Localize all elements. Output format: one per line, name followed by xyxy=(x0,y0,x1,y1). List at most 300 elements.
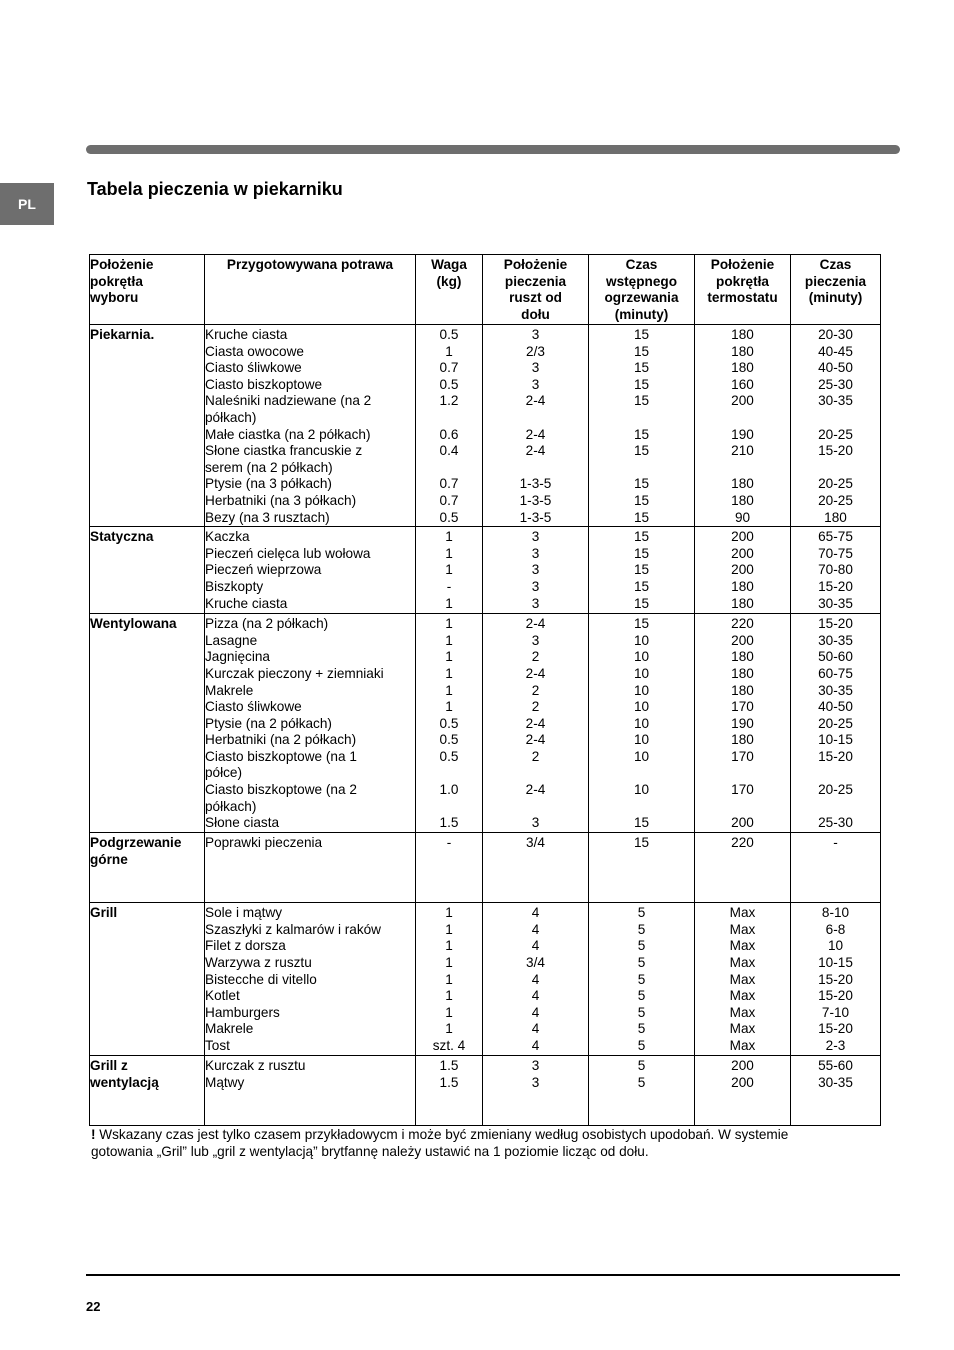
shelf-cell xyxy=(483,614,589,833)
cook-time-cell xyxy=(791,527,881,614)
thermostat-cell xyxy=(695,1056,791,1126)
language-tab: PL xyxy=(0,183,54,225)
shelf-value: 2-4 xyxy=(525,665,546,681)
shelf-value: 3 xyxy=(531,545,540,561)
thermostat-value: 200 xyxy=(731,529,754,545)
shelf-value: 2 xyxy=(531,748,540,764)
cook-time-value: 15-20 xyxy=(818,988,853,1004)
cook-time-value: 8-10 xyxy=(821,905,850,921)
mode-cell xyxy=(90,833,205,903)
food-name: Małe ciastka (na 2 półkach) xyxy=(205,426,371,442)
shelf-cell xyxy=(483,1056,589,1126)
thermostat-value: 200 xyxy=(731,632,754,648)
weight-value: szt. 4 xyxy=(432,1037,466,1053)
weight-value: 0.7 xyxy=(439,360,459,376)
preheat-value: 5 xyxy=(637,1004,646,1020)
cook-time-value: 40-50 xyxy=(818,360,853,376)
preheat-value: 15 xyxy=(633,815,650,831)
weight-value: 1.0 xyxy=(439,782,459,798)
shelf-value: 2-4 xyxy=(525,782,546,798)
weight-value: 1 xyxy=(445,545,453,561)
thermostat-cell xyxy=(695,614,791,833)
cook-time-value: 20-30 xyxy=(818,327,853,342)
cook-time-cell xyxy=(791,325,881,527)
food-name: Makrele xyxy=(205,682,254,698)
header-mode: Położenie pokrętła wyboru xyxy=(90,255,205,325)
preheat-value: 15 xyxy=(633,529,650,545)
header-weight: Waga (kg) xyxy=(416,255,483,325)
shelf-value: 2-4 xyxy=(525,732,546,748)
shelf-value: 3 xyxy=(531,815,540,831)
shelf-value: 2-4 xyxy=(525,443,546,459)
food-name: serem (na 2 półkach) xyxy=(205,459,333,475)
bottom-rule xyxy=(86,1274,900,1276)
cook-time-value: 20-25 xyxy=(818,492,853,508)
preheat-value: 5 xyxy=(637,1021,646,1037)
cook-time-value: 7-10 xyxy=(821,1004,850,1020)
thermostat-value: 220 xyxy=(731,835,754,851)
food-name: Ciasto biszkoptowe (na 2 xyxy=(205,782,357,798)
shelf-value: 1-3-5 xyxy=(519,509,552,525)
shelf-value: 2-4 xyxy=(525,426,546,442)
mode-label: Piekarnia. xyxy=(90,327,155,342)
weight-value: 1 xyxy=(445,1021,453,1037)
shelf-cell xyxy=(483,325,589,527)
thermostat-value: 180 xyxy=(731,492,754,508)
shelf-value: 3 xyxy=(531,360,540,376)
weight-value: 1.5 xyxy=(439,1058,459,1074)
food-name: Pieczeń cielęca lub wołowa xyxy=(205,545,371,561)
cook-time-value: 10-15 xyxy=(818,954,853,970)
food-name: Hamburgers xyxy=(205,1004,280,1020)
thermostat-value: 180 xyxy=(731,343,754,359)
shelf-value: 1-3-5 xyxy=(519,476,552,492)
note-text: Wskazany czas jest tylko czasem przykładowycm i może być zmieniany według osobistych upodobań. W systemie gotowania „Gril” lub „gril z wentylacją” brytfannę należy ustawić na 1 poziomie licząc od dołu. xyxy=(91,1127,789,1159)
preheat-value: 15 xyxy=(633,360,650,376)
thermostat-value: 180 xyxy=(731,595,754,611)
food-name: Ciasto biszkoptowe xyxy=(205,376,323,392)
weight-value: 0.5 xyxy=(439,327,459,342)
mode-cell xyxy=(90,1056,205,1126)
thermostat-value: 190 xyxy=(731,426,754,442)
food-name: półkach) xyxy=(205,798,257,814)
cook-time-value: 40-50 xyxy=(818,699,853,715)
food-name: Makrele xyxy=(205,1021,254,1037)
weight-value: 1 xyxy=(445,905,453,921)
thermostat-value: 170 xyxy=(731,748,754,764)
cook-time-value: 65-75 xyxy=(818,529,853,545)
cook-time-value: - xyxy=(833,835,838,851)
mode-cell xyxy=(90,903,205,1056)
shelf-value: 2 xyxy=(531,682,540,698)
thermostat-value: Max xyxy=(729,905,756,921)
thermostat-value: 190 xyxy=(731,715,754,731)
weight-value: 1 xyxy=(445,649,453,665)
weight-value: 1 xyxy=(445,699,453,715)
thermostat-value: Max xyxy=(729,954,756,970)
weight-value: 1.5 xyxy=(439,815,459,831)
food-cell xyxy=(205,1056,416,1126)
food-name: Bistecche di vitello xyxy=(205,971,317,987)
weight-value: 1 xyxy=(445,562,453,578)
preheat-value: 15 xyxy=(633,578,650,594)
mode-cell xyxy=(90,325,205,527)
food-cell xyxy=(205,325,416,527)
shelf-value: 3 xyxy=(531,376,540,392)
preheat-value: 15 xyxy=(633,343,650,359)
baking-table xyxy=(89,254,881,1126)
food-name: półkach) xyxy=(205,409,257,425)
weight-value: - xyxy=(446,835,452,851)
preheat-value: 15 xyxy=(633,393,650,409)
shelf-value: 3 xyxy=(531,578,540,594)
food-name: Tost xyxy=(205,1037,230,1053)
shelf-value: 3/4 xyxy=(526,835,545,851)
food-name: Ciasto biszkoptowe (na 1 xyxy=(205,748,357,764)
weight-value: 1.2 xyxy=(439,393,459,409)
cook-time-value: 2-3 xyxy=(825,1037,846,1053)
cook-time-value: 20-25 xyxy=(818,426,853,442)
preheat-cell xyxy=(589,1056,695,1126)
food-name: Kurczak pieczony + ziemniaki xyxy=(205,665,384,681)
weight-value: 1 xyxy=(445,921,453,937)
preheat-value: 15 xyxy=(633,562,650,578)
cook-time-value: 25-30 xyxy=(818,815,853,831)
weight-value: 0.5 xyxy=(439,376,459,392)
shelf-value: 4 xyxy=(531,938,540,954)
page-title: Tabela pieczenia w piekarniku xyxy=(87,179,343,199)
preheat-value: 15 xyxy=(633,492,650,508)
thermostat-cell xyxy=(695,527,791,614)
thermostat-value: 180 xyxy=(731,578,754,594)
mode-label: górne xyxy=(90,851,128,867)
weight-value: 0.5 xyxy=(439,509,459,525)
cook-time-value: 25-30 xyxy=(818,376,853,392)
food-name: Słone ciastka francuskie z xyxy=(205,443,363,459)
food-name: Herbatniki (na 2 półkach) xyxy=(205,732,357,748)
preheat-value: 15 xyxy=(633,476,650,492)
preheat-value: 10 xyxy=(633,699,650,715)
weight-cell xyxy=(416,1056,483,1126)
table-header-row xyxy=(90,255,881,325)
preheat-value: 10 xyxy=(633,649,650,665)
thermostat-value: Max xyxy=(729,988,756,1004)
preheat-value: 15 xyxy=(633,509,650,525)
cook-time-value: 20-25 xyxy=(818,476,853,492)
weight-value: 1 xyxy=(445,682,453,698)
thermostat-value: Max xyxy=(729,921,756,937)
table-row xyxy=(90,833,881,903)
weight-value: 0.5 xyxy=(439,732,459,748)
preheat-value: 10 xyxy=(633,782,650,798)
preheat-cell xyxy=(589,325,695,527)
food-name: Bezy (na 3 rusztach) xyxy=(205,509,330,525)
weight-cell xyxy=(416,325,483,527)
preheat-value: 5 xyxy=(637,905,646,921)
thermostat-value: 180 xyxy=(731,665,754,681)
preheat-value: 15 xyxy=(633,426,650,442)
weight-value: 0.7 xyxy=(439,492,459,508)
shelf-value: 4 xyxy=(531,921,540,937)
food-name: Mątwy xyxy=(205,1074,245,1090)
weight-value: 0.7 xyxy=(439,476,459,492)
thermostat-value: Max xyxy=(729,971,756,987)
shelf-value: 3 xyxy=(531,632,540,648)
food-cell xyxy=(205,527,416,614)
thermostat-cell xyxy=(695,833,791,903)
preheat-value: 10 xyxy=(633,748,650,764)
weight-value: 0.5 xyxy=(439,715,459,731)
shelf-value: 2 xyxy=(531,649,540,665)
footnote xyxy=(91,1126,851,1160)
food-name: Sole i mątwy xyxy=(205,905,283,921)
cook-time-value: 15-20 xyxy=(818,578,853,594)
cook-time-value: 30-35 xyxy=(818,393,853,409)
table-row xyxy=(90,614,881,833)
cook-time-value: 50-60 xyxy=(818,649,853,665)
thermostat-value: 180 xyxy=(731,682,754,698)
weight-value: 1 xyxy=(445,343,453,359)
food-name: Ciasto śliwkowe xyxy=(205,360,302,376)
thermostat-cell xyxy=(695,325,791,527)
shelf-value: 4 xyxy=(531,905,540,921)
shelf-value: 2 xyxy=(531,699,540,715)
mode-label: Wentylowana xyxy=(90,616,177,632)
preheat-cell xyxy=(589,527,695,614)
thermostat-value: Max xyxy=(729,1021,756,1037)
page-number: 22 xyxy=(86,1299,101,1314)
weight-value: 0.6 xyxy=(439,426,459,442)
shelf-cell xyxy=(483,527,589,614)
preheat-cell xyxy=(589,614,695,833)
preheat-value: 5 xyxy=(637,1058,646,1074)
preheat-value: 15 xyxy=(633,327,650,342)
preheat-value: 15 xyxy=(633,443,650,459)
food-name: Pizza (na 2 półkach) xyxy=(205,616,329,632)
food-name: Kruche ciasta xyxy=(205,327,288,342)
shelf-value: 4 xyxy=(531,1021,540,1037)
food-cell xyxy=(205,903,416,1056)
food-name: Warzywa z rusztu xyxy=(205,954,312,970)
food-name: Pieczeń wieprzowa xyxy=(205,562,322,578)
thermostat-value: 180 xyxy=(731,360,754,376)
table-row xyxy=(90,325,881,527)
food-name: Ciasto śliwkowe xyxy=(205,699,302,715)
cook-time-value: 30-35 xyxy=(818,682,853,698)
weight-value: 1 xyxy=(445,529,453,545)
mode-label: Grill xyxy=(90,905,118,921)
thermostat-value: 200 xyxy=(731,1058,754,1074)
shelf-value: 3 xyxy=(531,529,540,545)
weight-cell xyxy=(416,527,483,614)
weight-value: 1 xyxy=(445,595,453,611)
note-mark: ! xyxy=(91,1127,96,1142)
mode-label: wentylacją xyxy=(90,1074,159,1090)
preheat-value: 5 xyxy=(637,971,646,987)
food-name: Kotlet xyxy=(205,988,240,1004)
cook-time-value: 70-75 xyxy=(818,545,853,561)
shelf-cell xyxy=(483,903,589,1056)
thermostat-value: 200 xyxy=(731,1074,754,1090)
weight-value: 0.4 xyxy=(439,443,459,459)
cook-time-cell xyxy=(791,903,881,1056)
cook-time-cell xyxy=(791,833,881,903)
preheat-value: 5 xyxy=(637,1037,646,1053)
weight-value: 1 xyxy=(445,938,453,954)
cook-time-cell xyxy=(791,614,881,833)
weight-cell xyxy=(416,833,483,903)
header-shelf: Położenie pieczenia ruszt od dołu xyxy=(483,255,589,325)
thermostat-value: 180 xyxy=(731,649,754,665)
cook-time-cell xyxy=(791,1056,881,1126)
thermostat-value: 200 xyxy=(731,815,754,831)
food-name: Słone ciasta xyxy=(205,815,280,831)
thermostat-value: 160 xyxy=(731,376,754,392)
cook-time-value: 15-20 xyxy=(818,1021,853,1037)
top-decorative-bar xyxy=(86,145,900,154)
thermostat-value: 90 xyxy=(734,509,751,525)
thermostat-value: 200 xyxy=(731,562,754,578)
thermostat-value: 180 xyxy=(731,327,754,342)
cook-time-value: 70-80 xyxy=(818,562,853,578)
preheat-value: 15 xyxy=(633,616,650,632)
table-row xyxy=(90,903,881,1056)
preheat-cell xyxy=(589,833,695,903)
cook-time-value: 15-20 xyxy=(818,616,853,632)
food-name: Herbatniki (na 3 półkach) xyxy=(205,492,357,508)
thermostat-value: Max xyxy=(729,1004,756,1020)
shelf-value: 1-3-5 xyxy=(519,492,552,508)
cook-time-value: 15-20 xyxy=(818,971,853,987)
shelf-cell xyxy=(483,833,589,903)
header-preheat: Czas wstępnego ogrzewania (minuty) xyxy=(589,255,695,325)
thermostat-value: 200 xyxy=(731,393,754,409)
food-name: Jagnięcina xyxy=(205,649,270,665)
weight-value: 1 xyxy=(445,665,453,681)
food-cell xyxy=(205,614,416,833)
preheat-value: 10 xyxy=(633,732,650,748)
shelf-value: 2-4 xyxy=(525,715,546,731)
preheat-value: 5 xyxy=(637,954,646,970)
weight-cell xyxy=(416,903,483,1056)
preheat-value: 5 xyxy=(637,938,646,954)
shelf-value: 3 xyxy=(531,595,540,611)
food-name: Biszkopty xyxy=(205,578,264,594)
shelf-value: 3 xyxy=(531,562,540,578)
cook-time-value: 60-75 xyxy=(818,665,853,681)
food-name: Filet z dorsza xyxy=(205,938,286,954)
preheat-value: 10 xyxy=(633,665,650,681)
shelf-value: 2-4 xyxy=(525,616,546,632)
weight-value: 1 xyxy=(445,988,453,1004)
shelf-value: 3/4 xyxy=(526,954,545,970)
cook-time-value: 180 xyxy=(824,509,847,525)
shelf-value: 4 xyxy=(531,1037,540,1053)
preheat-cell xyxy=(589,903,695,1056)
shelf-value: 3 xyxy=(531,327,540,342)
cook-time-value: 10 xyxy=(827,938,844,954)
preheat-value: 5 xyxy=(637,921,646,937)
weight-value: 1 xyxy=(445,954,453,970)
thermostat-value: 200 xyxy=(731,545,754,561)
thermostat-value: 170 xyxy=(731,699,754,715)
preheat-value: 10 xyxy=(633,715,650,731)
food-cell xyxy=(205,833,416,903)
table-row xyxy=(90,527,881,614)
food-name: Poprawki pieczenia xyxy=(205,835,323,851)
food-name: Naleśniki nadziewane (na 2 xyxy=(205,393,372,409)
shelf-value: 2/3 xyxy=(526,343,545,359)
thermostat-value: 170 xyxy=(731,782,754,798)
thermostat-value: 210 xyxy=(731,443,754,459)
preheat-value: 15 xyxy=(633,376,650,392)
preheat-value: 15 xyxy=(633,545,650,561)
food-name: Kruche ciasta xyxy=(205,595,288,611)
food-name: Szaszłyki z kalmarów i raków xyxy=(205,921,382,937)
mode-label: Grill z xyxy=(90,1058,128,1074)
shelf-value: 4 xyxy=(531,988,540,1004)
table-row xyxy=(90,1056,881,1126)
weight-value: 1.5 xyxy=(439,1074,459,1090)
cook-time-value: 6-8 xyxy=(825,921,846,937)
weight-value: - xyxy=(446,578,452,594)
header-food: Przygotowywana potrawa xyxy=(205,255,416,325)
preheat-value: 15 xyxy=(633,595,650,611)
cook-time-value: 20-25 xyxy=(818,715,853,731)
shelf-value: 4 xyxy=(531,971,540,987)
thermostat-value: Max xyxy=(729,938,756,954)
preheat-value: 15 xyxy=(633,835,650,851)
cook-time-value: 40-45 xyxy=(818,343,853,359)
cook-time-value: 30-35 xyxy=(818,595,853,611)
food-name: Kaczka xyxy=(205,529,250,545)
cook-time-value: 55-60 xyxy=(818,1058,853,1074)
header-cook-time: Czas pieczenia (minuty) xyxy=(791,255,881,325)
mode-cell xyxy=(90,614,205,833)
shelf-value: 4 xyxy=(531,1004,540,1020)
food-name: półce) xyxy=(205,765,243,781)
food-name: Lasagne xyxy=(205,632,258,648)
mode-label: Statyczna xyxy=(90,529,154,545)
header-thermostat: Położenie pokrętła termostatu xyxy=(695,255,791,325)
thermostat-cell xyxy=(695,903,791,1056)
weight-value: 1 xyxy=(445,616,453,632)
preheat-value: 10 xyxy=(633,682,650,698)
food-name: Ciasta owocowe xyxy=(205,343,304,359)
thermostat-value: Max xyxy=(729,1037,756,1053)
shelf-value: 3 xyxy=(531,1074,540,1090)
thermostat-value: 180 xyxy=(731,732,754,748)
thermostat-value: 220 xyxy=(731,616,754,632)
mode-label: Podgrzewanie xyxy=(90,835,182,851)
preheat-value: 5 xyxy=(637,1074,646,1090)
weight-cell xyxy=(416,614,483,833)
cook-time-value: 15-20 xyxy=(818,748,853,764)
cook-time-value: 10-15 xyxy=(818,732,853,748)
weight-value: 0.5 xyxy=(439,748,459,764)
cook-time-value: 30-35 xyxy=(818,632,853,648)
food-name: Ptysie (na 2 półkach) xyxy=(205,715,332,731)
preheat-value: 10 xyxy=(633,632,650,648)
shelf-value: 3 xyxy=(531,1058,540,1074)
shelf-value: 2-4 xyxy=(525,393,546,409)
thermostat-value: 180 xyxy=(731,476,754,492)
food-name: Ptysie (na 3 półkach) xyxy=(205,476,332,492)
cook-time-value: 20-25 xyxy=(818,782,853,798)
food-name: Kurczak z rusztu xyxy=(205,1058,306,1074)
preheat-value: 5 xyxy=(637,988,646,1004)
cook-time-value: 15-20 xyxy=(818,443,853,459)
